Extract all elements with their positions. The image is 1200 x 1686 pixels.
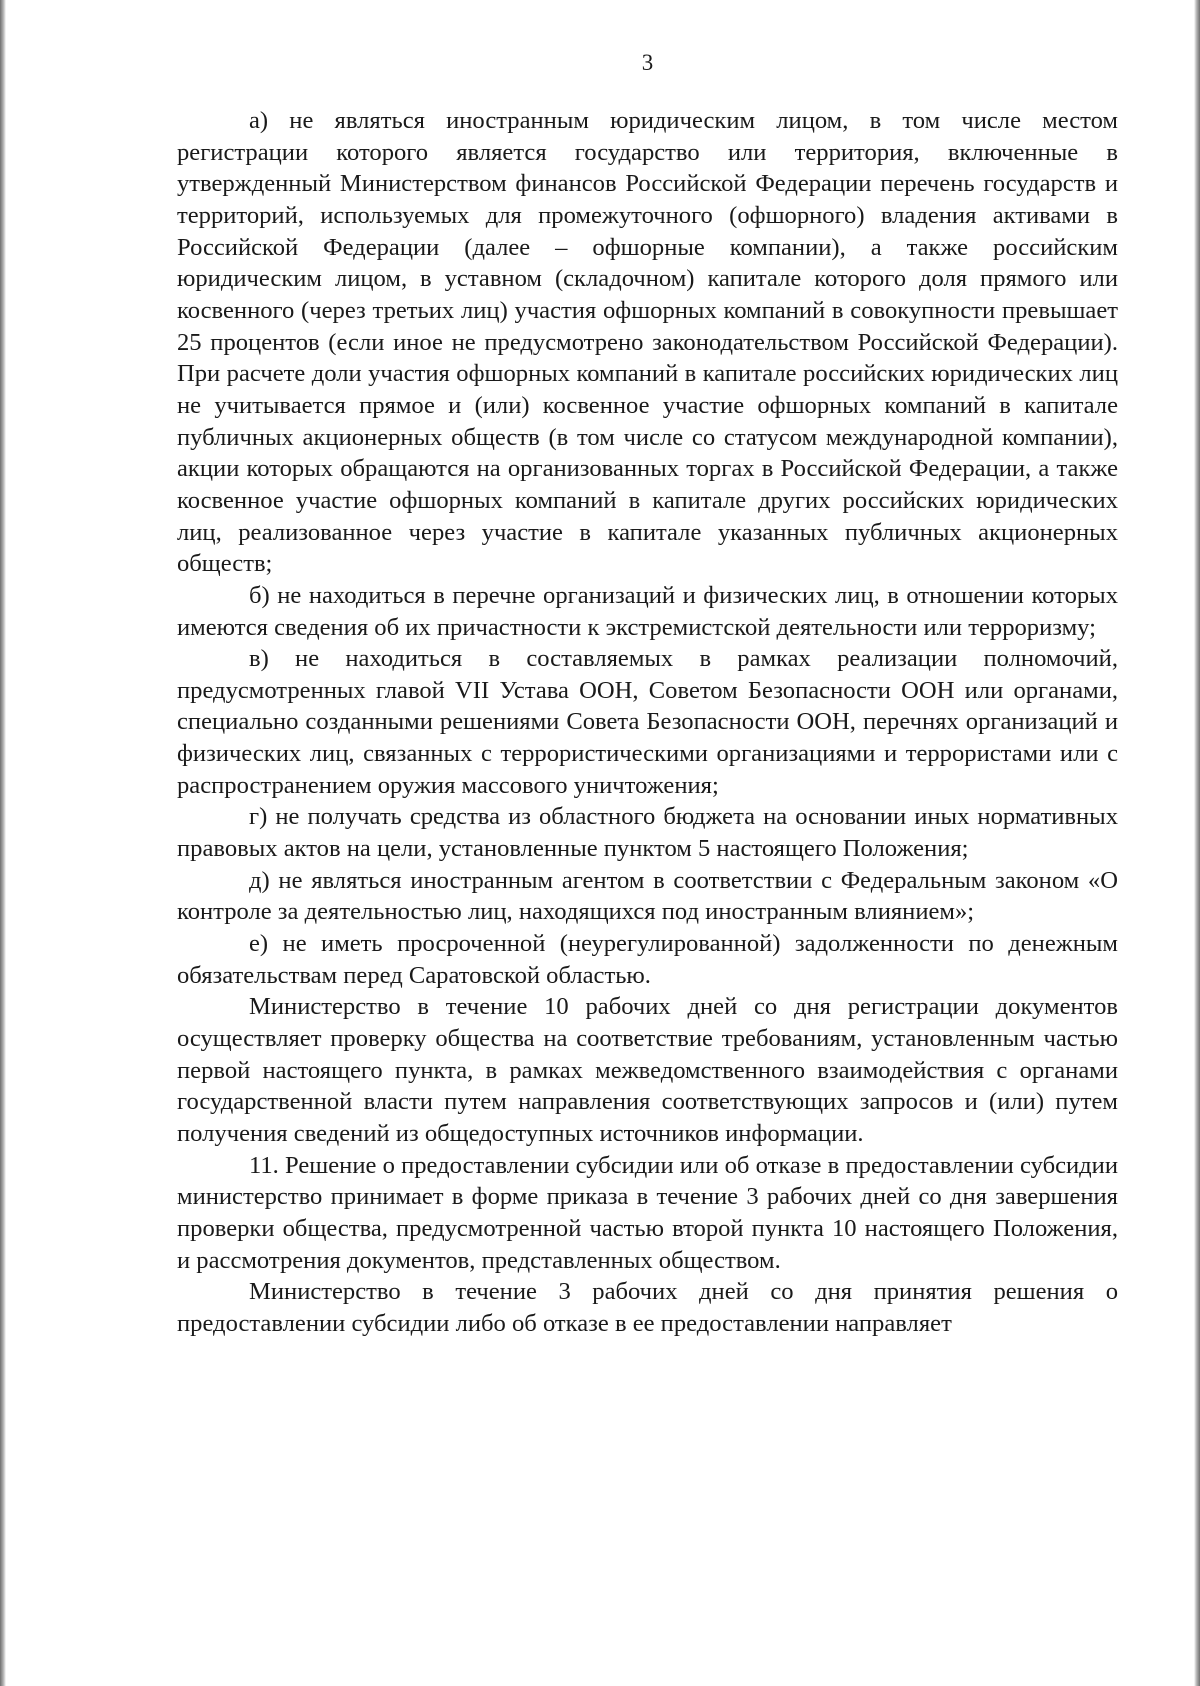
paragraph-ministry-notify: Министерство в течение 3 рабочих дней со дня принятия решения о предоставлении субсидии либо об отказе в ее предоставлении направляет — [177, 1278, 1118, 1337]
scan-edge-right — [1194, 0, 1200, 1686]
paragraph-item-b: б) не находиться в перечне организаций и физических лиц, в отношении которых имеются сведения об их причастности к экстремистской деятельности или терроризму; — [177, 581, 1118, 641]
document-body — [177, 105, 1118, 1340]
paragraph-item-e: е) не иметь просроченной (неурегулированной) задолженности по денежным обязательствам перед Саратовской областью. — [177, 930, 1118, 989]
scan-edge-left — [0, 0, 6, 1686]
paragraph-item-v: в) не находиться в составляемых в рамках реализации полномочий, предусмотренных главой VII Устава ООН, Советом Безопасности ООН или органами, специально созданными решениями Совета Безопасности ООН, перечнях организаций и физических лиц, связанных с террористическими организациями и террористами или с распространением оружия массового уничтожения; — [177, 645, 1118, 799]
paragraph-item-d: д) не являться иностранным агентом в соответствии с Федеральным законом «О контроле за деятельностью лиц, находящихся под иностранным влиянием»; — [177, 866, 1118, 926]
page-number: 3 — [641, 50, 654, 75]
paragraph-ministry-check: Министерство в течение 10 рабочих дней со дня регистрации документов осуществляет проверку общества на соответствие требованиям, установленным частью первой настоящего пункта, в рамках межведомственного взаимодействия с органами государственной власти путем направления соответствующих запросов и (или) путем получения сведений из общедоступных источников информации. — [177, 993, 1118, 1147]
paragraph-item-a: а) не являться иностранным юридическим лицом, в том числе местом регистрации которого является государство или территория, включенные в утвержденный Министерством финансов Российской Федерации перечень государств и территорий, используемых для промежуточного (офшорного) владения активами в Российской Федерации (далее – офшорные компании), а также российским юридическим лицом, в уставном (складочном) капитале которого доля прямого или косвенного (через третьих лиц) участия офшорных компаний в совокупности превышает 25 процентов (если иное не предусмотрено законодательством Российской Федерации). При расчете доли участия офшорных компаний в капитале российских юридических лиц не учитывается прямое и (или) косвенное участие офшорных компаний в капитале публичных акционерных обществ (в том числе со статусом международной компании), акции которых обращаются на организованных торгах в Российской Федерации, а также косвенное участие офшорных компаний в капитале других российских юридических лиц, реализованное через участие в капитале указанных публичных акционерных обществ; — [177, 107, 1118, 578]
paragraph-item-g: г) не получать средства из областного бюджета на основании иных нормативных правовых актов на цели, установленные пунктом 5 настоящего Положения; — [177, 803, 1118, 863]
paragraph-clause-11: 11. Решение о предоставлении субсидии или об отказе в предоставлении субсидии министерство принимает в форме приказа в течение 3 рабочих дней со дня завершения проверки общества, предусмотренной частью второй пункта 10 настоящего Положения, и рассмотрения документов, представленных обществом. — [177, 1151, 1118, 1274]
